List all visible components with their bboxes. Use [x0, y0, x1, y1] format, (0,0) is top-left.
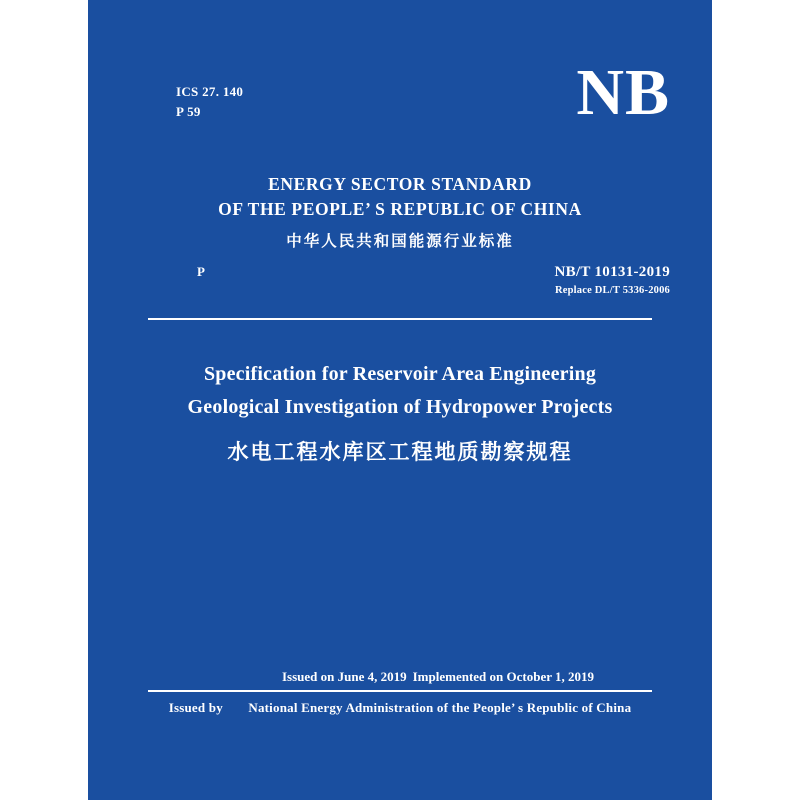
org-cn: 中华人民共和国能源行业标准	[286, 232, 514, 250]
classification-block	[176, 82, 243, 122]
p-mark: P	[197, 264, 205, 279]
org-en-line1: ENERGY SECTOR STANDARD	[268, 174, 532, 194]
issued-by-value: National Energy Administration of the People’ s Republic of China	[248, 700, 632, 715]
standard-number: NB/T 10131-2019	[554, 264, 670, 280]
standard-cover-page	[88, 0, 712, 800]
title-en-line2: Geological Investigation of Hydropower Projects	[187, 396, 613, 418]
date-row	[148, 669, 652, 689]
replace-note: Replace DL/T 5336-2006	[554, 285, 670, 296]
issued-by-label: Issued by	[168, 700, 223, 715]
standard-code-row	[176, 262, 670, 308]
divider-bottom	[148, 690, 652, 692]
class-code: P 59	[176, 104, 201, 119]
title-en-line1: Specification for Reservoir Area Engineering	[203, 363, 597, 385]
issued-date: Issued on June 4, 2019	[282, 669, 407, 684]
issuer-row	[88, 700, 712, 716]
title-cn: 水电工程水库区工程地质勘察规程	[227, 440, 573, 464]
divider-top	[148, 318, 652, 320]
nb-logo: NB	[576, 56, 670, 129]
issuing-organization	[88, 172, 712, 254]
org-en-line2: OF THE PEOPLE’ S REPUBLIC OF CHINA	[218, 199, 582, 219]
ics-code: ICS 27. 140	[176, 84, 244, 99]
standard-number-block	[555, 262, 670, 300]
document-title	[88, 358, 712, 472]
implemented-date: Implemented on October 1, 2019	[412, 669, 594, 684]
